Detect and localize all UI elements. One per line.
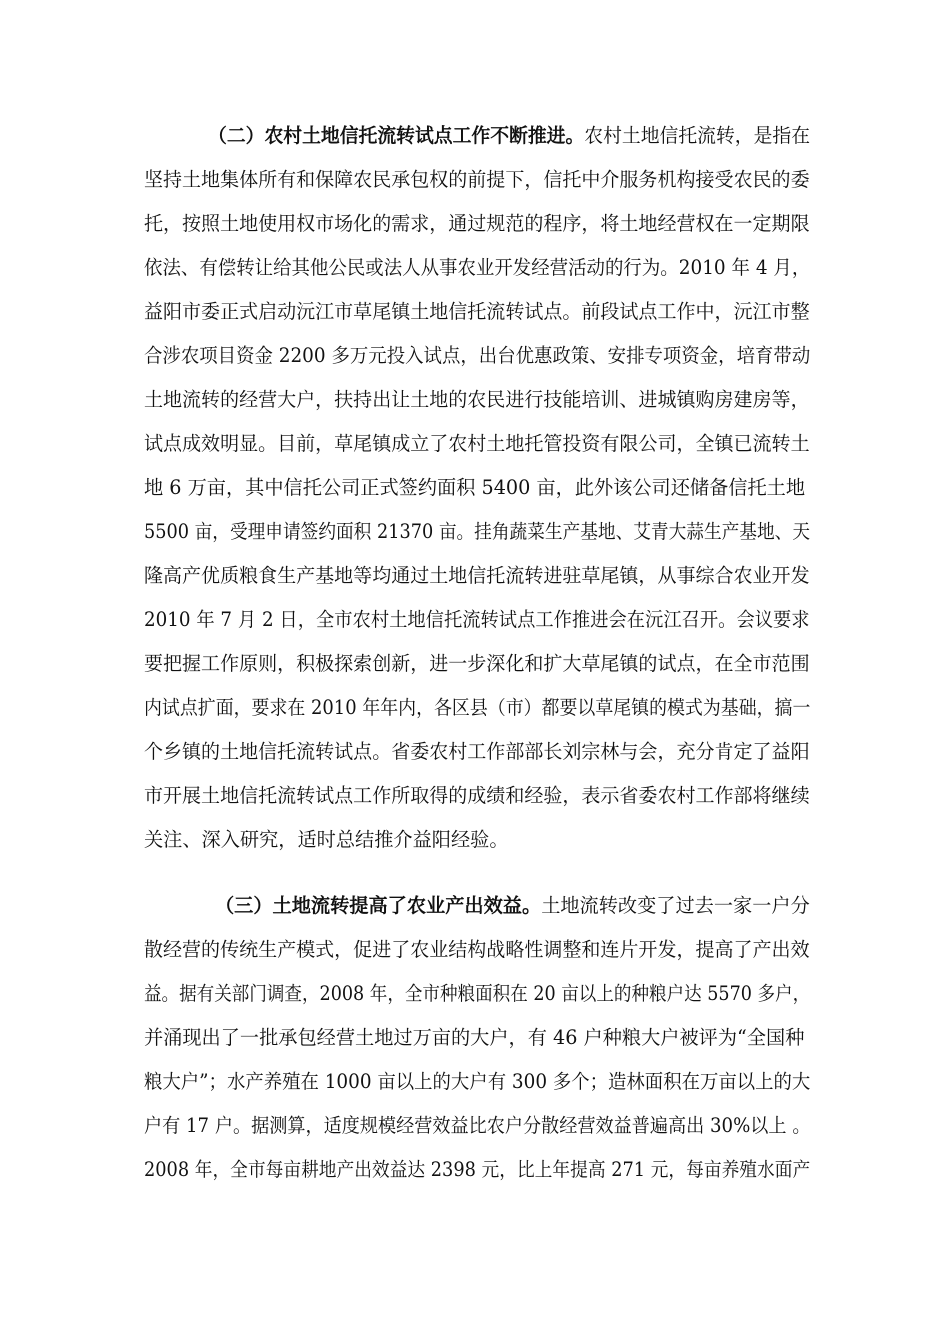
section2-line-6: 土地流转的经营大户，扶持出让土地的农民进行技能培训、进城镇购房建房等， (144, 388, 810, 411)
section2-first-line (208, 124, 810, 148)
section3-line-4: 粮大户”；水产养殖在 1000 亩以上的大户有 300 多个；造林面积在万亩以上的大 (144, 1070, 811, 1093)
section3-first-line (215, 894, 810, 918)
section3-line-5: 户有 17 户。据测算，适度规模经营效益比农户分散经营效益普遍高出 30%以上 。 (144, 1114, 811, 1137)
section3-heading: （三）土地流转提高了农业产出效益。 (215, 894, 542, 917)
section2-heading: （二）农村土地信托流转试点工作不断推进。 (208, 124, 585, 147)
section2-line-10: 隆高产优质粮食生产基地等均通过土地信托流转进驻草尾镇，从事综合农业开发 (144, 564, 810, 587)
section2-line-15: 市开展土地信托流转试点工作所取得的成绩和经验，表示省委农村工作部将继续 (144, 784, 810, 807)
section2-line-13: 内试点扩面，要求在 2010 年年内，各区县（市）都要以草尾镇的模式为基础，搞一 (144, 696, 811, 719)
section3-line-1: 散经营的传统生产模式，促进了农业结构战略性调整和连片开发，提高了产出效 (144, 938, 810, 961)
section3-line-2: 益。据有关部门调查，2008 年，全市种粮面积在 20 亩以上的种粮户达 5570 多户， (144, 982, 811, 1005)
section2-line-11: 2010 年 7 月 2 日，全市农村土地信托流转试点工作推进会在沅江召开。会议要求 (144, 608, 810, 631)
section3-line-6: 2008 年，全市每亩耕地产出效益达 2398 元，比上年提高 271 元，每亩养殖水面产 (144, 1158, 811, 1181)
section2-line-14: 个乡镇的土地信托流转试点。省委农村工作部部长刘宗林与会，充分肯定了益阳 (144, 740, 810, 763)
section2-line-0: 农村土地信托流转，是指在 (584, 124, 811, 147)
section2-line-1: 坚持土地集体所有和保障农民承包权的前提下，信托中介服务机构接受农民的委 (144, 168, 810, 191)
section2-line-12: 要把握工作原则，积极探索创新，进一步深化和扩大草尾镇的试点，在全市范围 (144, 652, 810, 675)
section3-line-0: 土地流转改变了过去一家一户分 (541, 894, 810, 917)
section2-line-3: 依法、有偿转让给其他公民或法人从事农业开发经营活动的行为。2010 年 4 月， (144, 256, 811, 279)
section2-line-5: 合涉农项目资金 2200 多万元投入试点，出台优惠政策、安排专项资金，培育带动 (144, 344, 811, 367)
section2-line-4: 益阳市委正式启动沅江市草尾镇土地信托流转试点。前段试点工作中，沅江市整 (144, 300, 810, 323)
section2-line-16: 关注、深入研究，适时总结推介益阳经验。 (144, 828, 509, 851)
section2-line-7: 试点成效明显。目前，草尾镇成立了农村土地托管投资有限公司，全镇已流转土 (144, 432, 810, 455)
section3-line-3: 并涌现出了一批承包经营土地过万亩的大户，有 46 户种粮大户被评为“全国种 (144, 1026, 805, 1049)
section2-line-2: 托，按照土地使用权市场化的需求，通过规范的程序，将土地经营权在一定期限 (144, 212, 810, 235)
section2-line-9: 5500 亩，受理申请签约面积 21370 亩。挂角蔬菜生产基地、艾青大蒜生产基地、天 (144, 520, 811, 543)
section2-line-8: 地 6 万亩，其中信托公司正式签约面积 5400 亩，此外该公司还储备信托土地 (144, 476, 806, 499)
